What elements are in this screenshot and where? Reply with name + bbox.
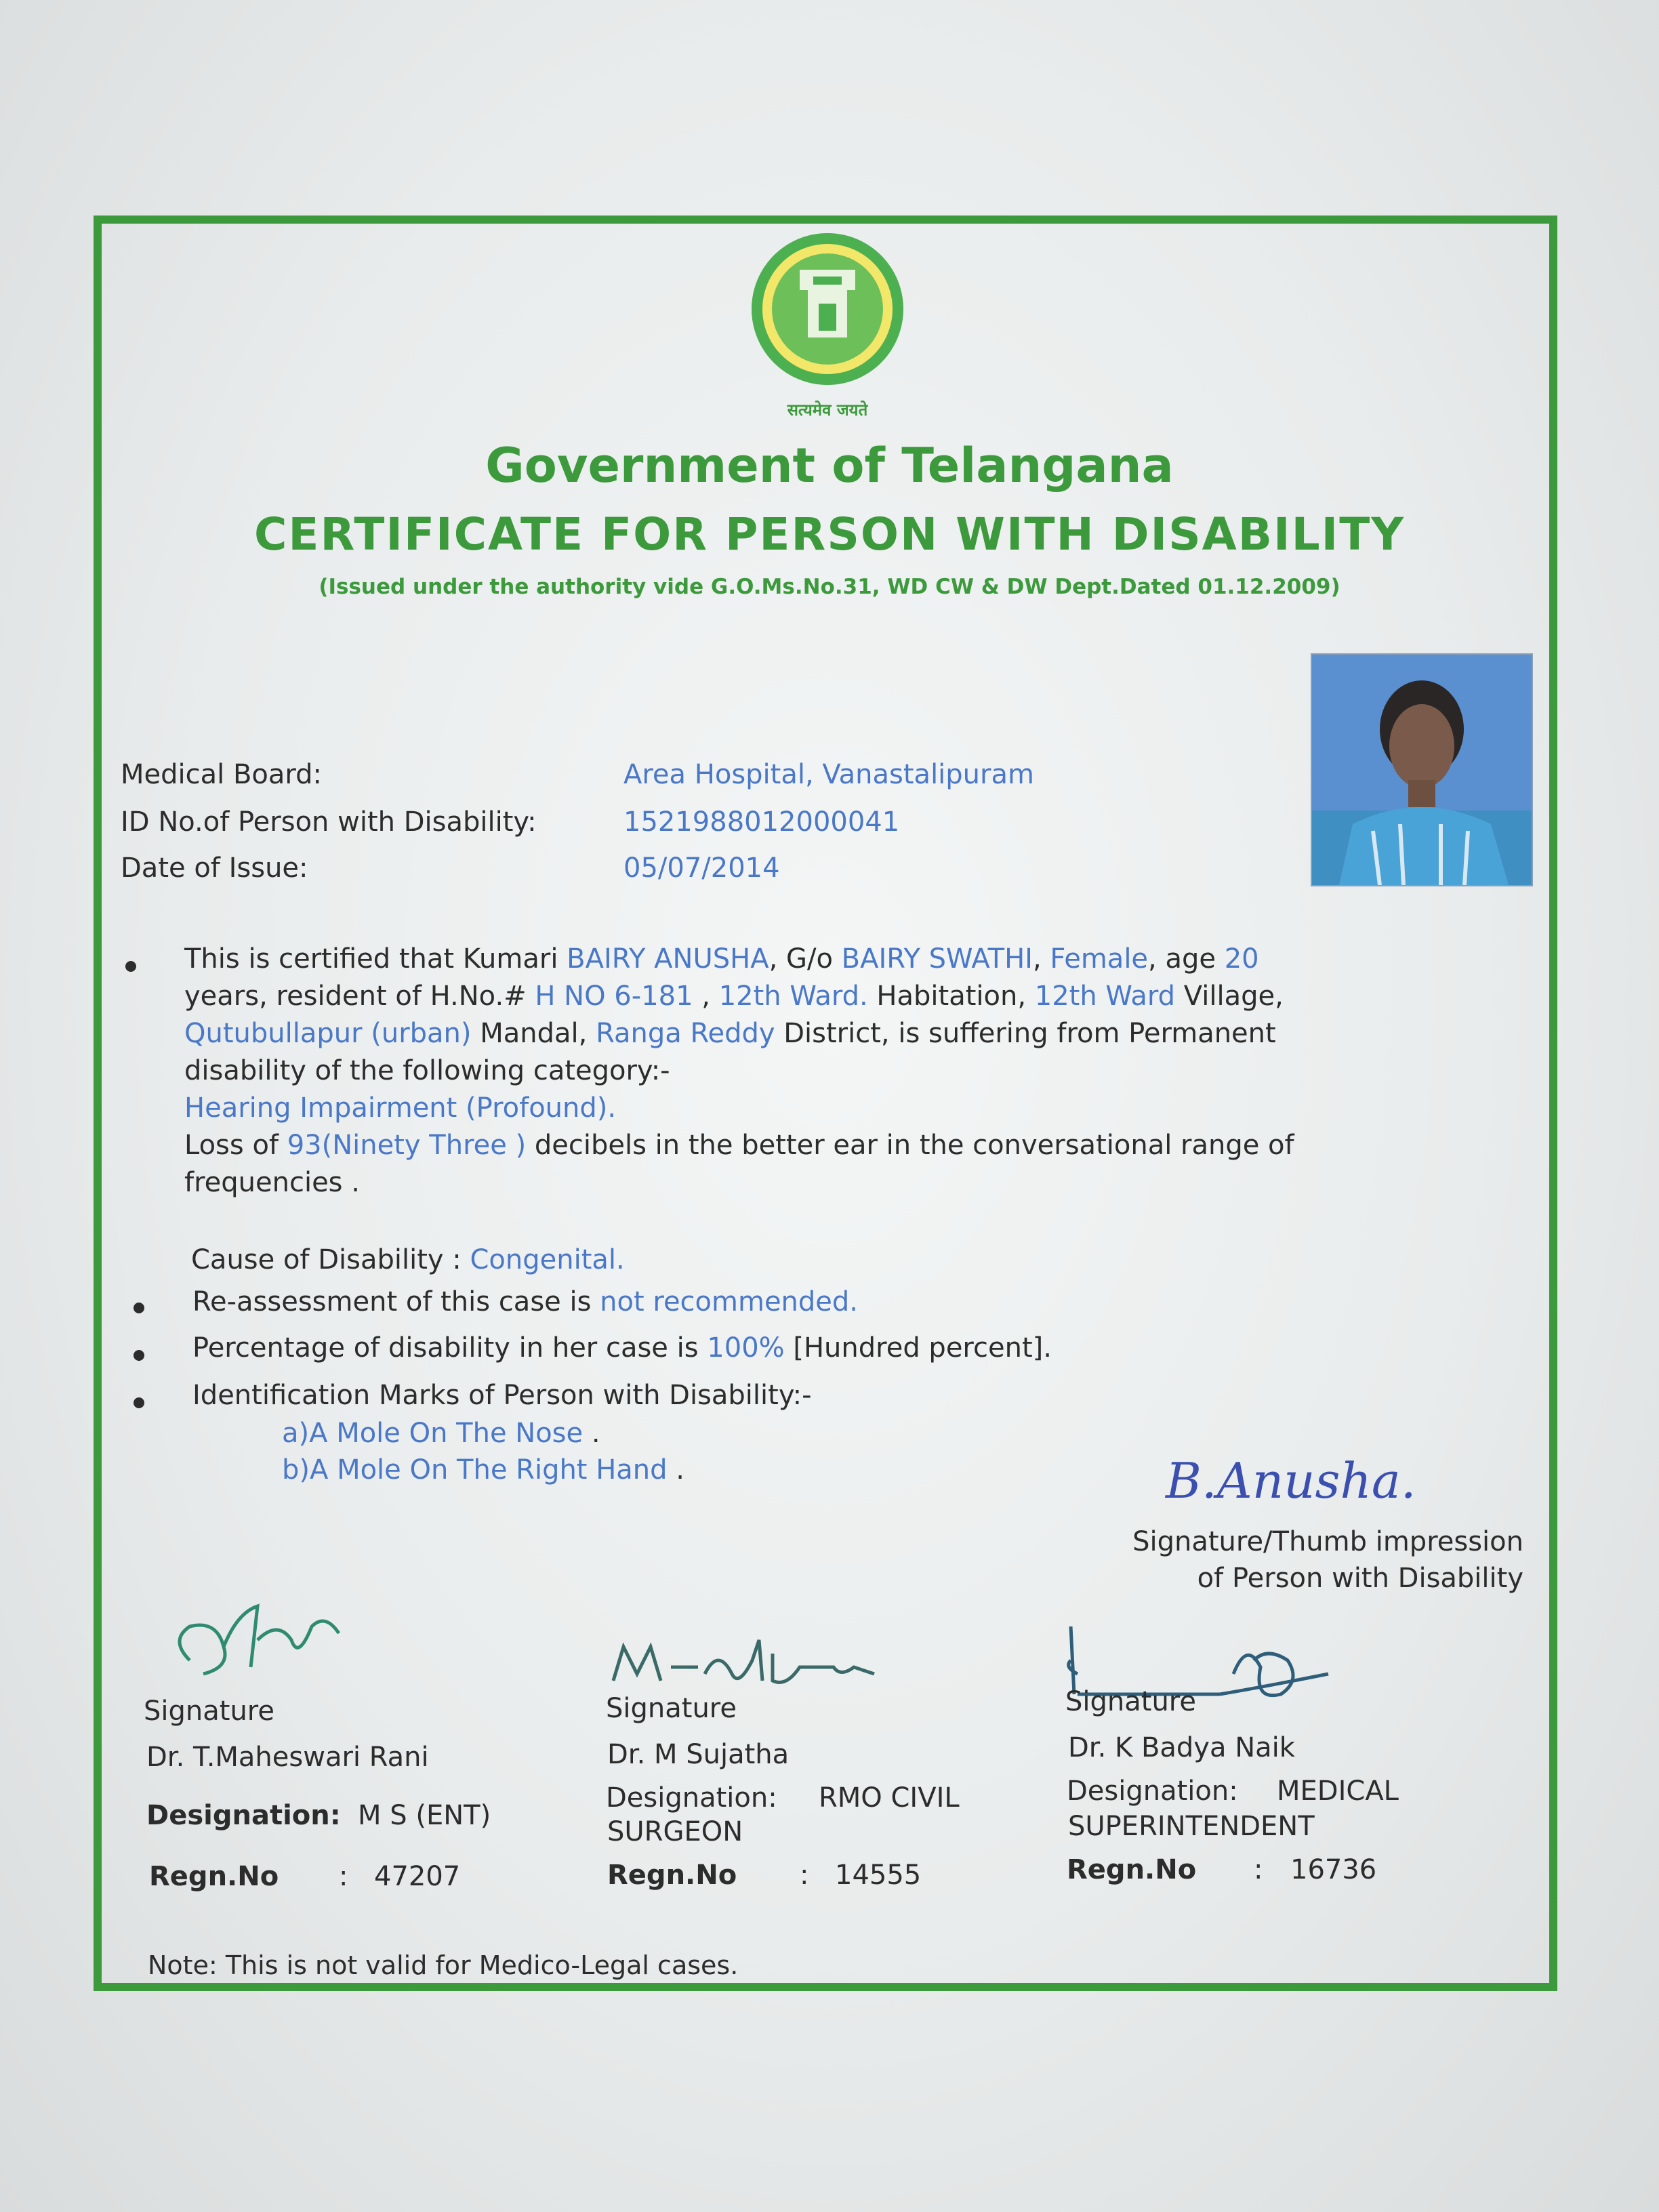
disability-category: Hearing Impairment (Profound).	[184, 1092, 617, 1124]
note: Note: This is not valid for Medico-Legal cases.	[148, 1950, 739, 1980]
person-signature-label-1: Signature/Thumb impression	[1132, 1526, 1523, 1557]
person-signature-label-2: of Person with Disability	[1197, 1563, 1523, 1594]
signatory-3-regn-label: Regn.No	[1067, 1854, 1197, 1885]
signatory-1-designation: M S (ENT)	[358, 1800, 491, 1831]
signatory-3-name: Dr. K Badya Naik	[1068, 1732, 1295, 1763]
svg-text:सत्यमेव जयते: सत्यमेव जयते	[787, 401, 868, 419]
date-label: Date of Issue:	[121, 853, 308, 884]
signatory-2-designation-label: Designation:	[606, 1782, 777, 1814]
svg-text:B.Anusha.: B.Anusha.	[1166, 1452, 1416, 1509]
signatory-1-name: Dr. T.Maheswari Rani	[146, 1742, 429, 1773]
reassessment: Re-assessment of this case is not recommended.	[192, 1286, 859, 1317]
signatory-3-regn-separator: :	[1254, 1854, 1263, 1885]
medical-board-value: Area Hospital, Vanastalipuram	[623, 759, 1034, 790]
signatory-2-regn-separator: :	[800, 1860, 809, 1891]
certification-paragraph	[184, 941, 1472, 1202]
bullet	[134, 1397, 144, 1408]
cert-line-7: frequencies .	[184, 1167, 360, 1198]
bullet	[134, 1350, 144, 1361]
authority-line: (Issued under the authority vide G.O.Ms.No.31, WD CW & DW Dept.Dated 01.12.2009)	[319, 575, 1340, 599]
id-label: ID No.of Person with Disability:	[121, 806, 537, 838]
signatory-2-regn-label: Regn.No	[607, 1860, 737, 1891]
identification-marks-label: Identification Marks of Person with Disability:-	[192, 1380, 812, 1411]
signatory-2-name: Dr. M Sujatha	[607, 1739, 790, 1770]
government-title: Government of Telangana	[485, 438, 1174, 493]
percentage-of-disability: Percentage of disability in her case is 100% [Hundred percent].	[192, 1332, 1052, 1364]
signatory-2-designation: RMO CIVIL	[819, 1782, 960, 1814]
signatory-1-regn: 47207	[374, 1861, 461, 1892]
telangana-emblem	[745, 229, 909, 426]
signatory-3-designation-line2: SUPERINTENDENT	[1068, 1811, 1315, 1842]
cause-of-disability: Cause of Disability : Congenital.	[191, 1244, 625, 1275]
cert-line-6: Loss of 93(Ninety Three ) decibels in the better ear in the conversational range of	[184, 1130, 1294, 1161]
person-photo	[1311, 653, 1533, 886]
identification-mark-a: a)A Mole On The Nose .	[282, 1418, 600, 1449]
signatory-2-signature-label: Signature	[606, 1693, 737, 1724]
signatory-2-signature	[603, 1626, 915, 1701]
cert-line-4: disability of the following category:-	[184, 1055, 670, 1086]
signatory-3-designation-label: Designation:	[1067, 1776, 1238, 1807]
id-value: 1521988012000041	[623, 806, 900, 838]
person-signature	[1159, 1430, 1416, 1525]
medical-board-label: Medical Board:	[121, 759, 322, 790]
signatory-1-designation-label: Designation:	[146, 1800, 341, 1831]
signatory-1-regn-label: Regn.No	[149, 1861, 279, 1892]
signatory-2-designation-line2: SURGEON	[607, 1816, 743, 1847]
signatory-2-regn: 14555	[835, 1860, 922, 1891]
cert-line-1: This is certified that Kumari BAIRY ANUSHA, G/o BAIRY SWATHI, Female, age 20	[184, 943, 1259, 975]
bullet	[125, 961, 136, 972]
signatory-1-regn-separator: :	[339, 1861, 348, 1892]
cert-line-2: years, resident of H.No.# H NO 6-181 , 12th Ward. Habitation, 12th Ward Village,	[184, 981, 1284, 1012]
bullet	[134, 1303, 144, 1313]
signatory-1-signature-label: Signature	[144, 1696, 274, 1727]
date-value: 05/07/2014	[623, 853, 780, 884]
cert-line-3: Qutubullapur (urban) Mandal, Ranga Reddy District, is suffering from Permanent	[184, 1018, 1276, 1049]
identification-mark-b: b)A Mole On The Right Hand .	[282, 1454, 684, 1486]
signatory-3-designation: MEDICAL	[1277, 1776, 1399, 1807]
signatory-1-signature	[163, 1586, 366, 1708]
signatory-3-regn: 16736	[1290, 1854, 1377, 1885]
signatory-3-signature-label: Signature	[1065, 1686, 1196, 1717]
certificate-title: CERTIFICATE FOR PERSON WITH DISABILITY	[253, 508, 1406, 560]
